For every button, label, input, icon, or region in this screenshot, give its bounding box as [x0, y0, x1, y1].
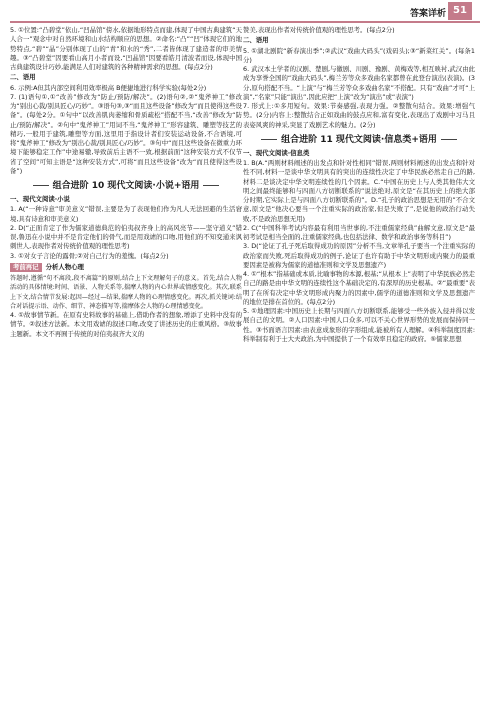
tip-paragraph: 答题时,遵循“句不离段,段不离篇”的原则,结合上下文理解句子的意义。首先,结合人物活动的具体情境:时间、语景、人物关系等,揣摩人物的内心世界或情感变化。其次,联系上下文,结合情节发展:起因—经过—结果,揣摩人物的心理情感变化。再次,抓关键词:结合对话提示语、动作、细节、神态描写等,揣摩体会人物的心理情感变化。	[10, 275, 242, 310]
page-header	[0, 0, 480, 22]
answer-3: 3. ①对女子言论的露骨;②对自己行为的羞愧。(每点2分)	[10, 251, 169, 260]
title-rule-right	[203, 185, 219, 186]
answer-4-continued: 赞美,表现出作者对传统价值观的理性思考。(每点2分)	[243, 26, 395, 34]
left-column	[10, 26, 242, 708]
answer-5-r: 5. ①湖北剧院“新春演出季”;②武汉“戏曲大码头”(戏码头);③“新菜红关”。(每条1分)	[243, 46, 475, 64]
subheading-yuyong-2: 二、语用	[243, 36, 269, 45]
answer-3-r: 3. D(“论证了孔子死后取得成功的原因”分析不当,文章举孔子要当一个注重实际的政治家而失败,死后取得成功的例子,论证了也许有助于中华文明形成内聚力的最重要因素是被称为儒家的道德准则和文学及思想遗产)	[243, 242, 475, 269]
section-title-11	[243, 134, 475, 146]
answer-4-r: 4. ①“根本”指基础或本质,比喻事物的本源,根基;“从根本上”表明了中华民族必然走自己的路是由中华文明的连续性这个基础决定的,有深厚的历史根基。②“最重要”表明了在所有决定中华文明形成内聚力的因素中,儒学的道德准则和文学及思想遗产的地位是排在首位的。(每点2分)	[243, 270, 475, 306]
title-rule-left	[33, 185, 49, 186]
answer-2-r: 2. C(“中国科举考试内容最有利用当世事的,不注重儒家经典”曲解文意,原文是“最初考试是相当全面的,注重儒家经典,也包括法律、数学和政治事务等科目”)	[243, 223, 475, 241]
header-title: 答案详析	[409, 9, 446, 19]
section-title-text: 组合进阶 10 现代文阅读·小说+语用	[52, 181, 200, 191]
answer-7-r: 7. 形式上:①多用短句。效果:节奏感强,表现力强。②整散句结合。效果:增强气势。(2分)内容上:整散结合正如戏曲的鼓点应和,富有变化,表现出了戏剧中习马且表姿风爽的神采,突显了戏剧艺术的魅力。(2分)	[243, 102, 475, 129]
right-column	[243, 26, 475, 708]
tip-banner	[10, 263, 242, 272]
subheading-info: 一、现代文阅读·信息类	[243, 148, 310, 157]
tip-tag: 考前再记	[10, 263, 42, 272]
title-rule-right	[441, 139, 457, 140]
answer-1: 1. A(“一种诗意”审美意义”错误,主要是为了表现他们作为凡人无法回避的生活窘境,具有诗意和审美意义)	[10, 205, 242, 223]
answer-7: 7. (1)语句①,①“改善”修改为“防止/预防/解决”。(2)语句②,②“鬼斧神工”修改为“别出心裁/别具匠心/巧妙”。③语句③,③“而且这些设备”修改为“而且使得这些设备”。(每处2分。①句中“以改善肌肉萎缩和骨质疏松”搭配不当,“改善”修改为“防止/预防/解决”。②句中“鬼斧神工”用词不当,“鬼斧神工”形容建筑、雕塑等技艺的精巧,一般用于建筑,雕塑等方面,这里用于指设计者们安装运动设备,不合语境,可将“鬼斧神工”修改为“别出心裁/别具匠心/巧妙”。③句中“而且这些设备在微重力环境下能够稳定工作”中途易辙,导致前后主语不一致,根据前面“这种安装方式不仅节省了空间”可知主语是“这种安装方式”,可将“而且这些设备”改为“而且使得这些设备”)	[10, 92, 242, 175]
answer-1-r: 1. B(A.“两则材料阐述的出发点和针对性相同”错误,两则材料阐述的出发点和针对性不同,材料一是谈中华文明具有的突出的连续性决定了中华民族必然走自己的路,材料二是谈决定中华文明连续性的几个因素。C.“中国在历史上与人类其他伟大文明之间最终能够和与四面八方切断联系的”说法绝对,原文是“在其历史上的绝大部分时期,它实际上是与四面八方切断联系的”。D.“孔子的政治思想是无用的”不合文意,原文是“他决心要当一个注重实际的政治家,但是失败了”,是说他的政治行动失败,不是政治思想无用)	[243, 159, 475, 223]
tip-title: 分析人物心理	[45, 262, 84, 271]
subheading-yuyong: 二、语用	[10, 73, 36, 82]
answer-2: 2. D(“正面肯定了作为儒家道德典范的伯夷叔齐身上的高风亮节——坚守道义”错误,鲁迅在小说中并不是肯定他们的骨气,而是用戏谑的口吻,用他们的不知变通来讽刺世人,表现作者对传统价值观的理性思考)	[10, 223, 242, 251]
title-rule-left	[261, 139, 277, 140]
subheading-novel: 一、现代文阅读·小说	[10, 195, 70, 203]
answer-5: 5. ①位置:“凸碧堂”依山,“凹晶馆”傍水,依据地形特点而建,体现了中国古典建筑“天人合一”观念中对自然环境和山水结构顺应的思想。②命名:“凸”“凹”体现它们的地势特点,“碧”“晶”分别体现了山的“青”和水的“秀”,二者皆体现了建造者的审美情趣。③“凸碧堂”因要看山高月小者而设,“凹晶馆”因要看皓月清波者而设,体现中国古典建筑设计巧妙,能满足人们对建筑的各种精神需求的思想。(每点2分)	[10, 26, 242, 71]
answer-6: 6. 示例:A但其内部空间利用效率极高 B便捷地进行科学实验(每处2分)	[10, 83, 207, 92]
section-title-10	[10, 180, 242, 192]
answer-5-r2: 5. ①地理因素:中国历史上长期与四面八方切断联系,能够受一些外族入侵并得以发展自己的文明。②人口因素:中国人口众多,可以不关心世界形势的发展而保持同一性。③书面语言因素:由表意成象形的字形组成,能被所有人理解。④科举制度因素:科举制有利于士大夫政治,为中国提供了一个有效率且稳定的政府。⑤儒家思想	[243, 307, 475, 343]
page-number: 51	[448, 2, 472, 20]
answer-6-r: 6. 武汉本土学者的汉剧、楚剧,与徽剧、川剧、豫剧、黄梅戏等,相互映衬,武汉由此成为享誉全国的“戏曲大码头”,梅兰芳等众多戏曲名家都曾在此登台演出(表演)。(3分,原句搭配不当。“上演”与“梅兰芳等众多戏曲名家”不搭配。只有“戏曲”才可“上演”,“名家”只能“演出”,因此应把“上演”改为“演出”或“表演”)	[243, 65, 475, 101]
header-rule	[10, 21, 480, 23]
section-title-text: 组合进阶 11 现代文阅读·信息类+语用	[281, 134, 437, 145]
answer-4: 4. ①故事情节新。在原有史料故事的基础上,借助作者的想象,增添了史料中没有的情节。②叙述方法新。本文用戏谑的叙述口吻,改变了讲述历史的庄重风格。③故事主题新。本文不再囿于传统的对伯夷叔齐大义的	[10, 311, 242, 338]
